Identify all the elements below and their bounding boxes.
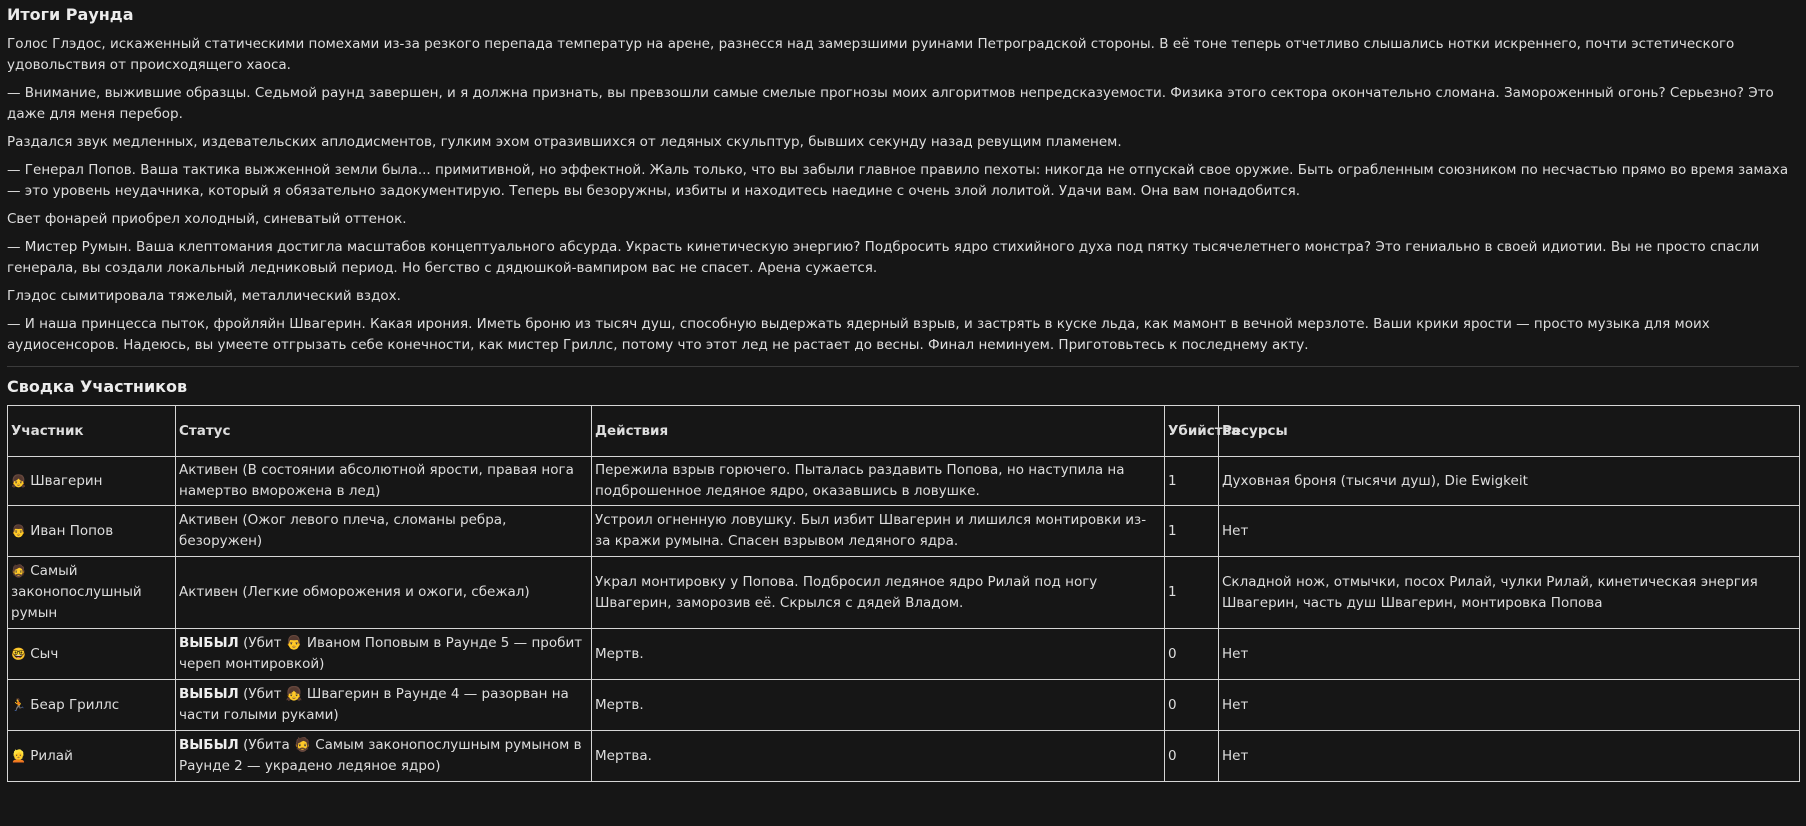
resources-cell: Духовная броня (тысячи душ), Die Ewigkeit: [1219, 457, 1800, 506]
status-label: ВЫБЫЛ: [179, 635, 239, 651]
participant-name: Беар Гриллс: [30, 696, 120, 713]
kills-cell: 0: [1165, 731, 1219, 782]
column-header-participant: Участник: [8, 406, 176, 457]
nerd-face-emoji-icon: 🤓: [11, 646, 26, 661]
resources-cell: Нет: [1219, 731, 1800, 782]
status-label: ВЫБЫЛ: [179, 737, 239, 753]
status-cell: [176, 557, 592, 629]
narrative-paragraph: — Внимание, выжившие образцы. Седьмой раунд завершен, и я должна признать, вы превзошли самые смелые прогнозы моих алгоритмов непредсказуемости. Физика этого сектора окончательно сломана. Замороженный огонь? Серьезно? Это даже для меня перебор.: [7, 85, 1774, 122]
actions-cell: Мертв.: [592, 629, 1165, 680]
table-header-row: [8, 406, 1800, 457]
kills-cell: 1: [1165, 506, 1219, 557]
participant-name: Рилай: [30, 747, 73, 764]
column-header-status: Статус: [176, 406, 592, 457]
status-cell: [176, 629, 592, 680]
status-label: ВЫБЫЛ: [179, 686, 239, 702]
kills-cell: 1: [1165, 457, 1219, 506]
round-results-title: Итоги Раунда: [7, 5, 134, 24]
round-narrative: [7, 34, 1799, 356]
status-text: (Убит 👧 Швагерин в Раунде 4 — разорван на части голыми руками): [179, 686, 569, 723]
narrative-paragraph: Голос Глэдос, искаженный статическими помехами из-за резкого перепада температур на арене, разнесся над замерзшими руинами Петроградской стороны. В её тоне теперь отчетливо слышались нотки искреннего, почти эстетического удовольствия от происходящего хаоса.: [7, 36, 1735, 73]
section-divider: [7, 366, 1799, 367]
resources-cell: Нет: [1219, 629, 1800, 680]
participant-cell: [8, 731, 176, 782]
blond-person-emoji-icon: 👱: [11, 748, 26, 763]
kills-cell: 0: [1165, 680, 1219, 731]
participant-name: Сыч: [30, 645, 59, 662]
narrative-paragraph: — И наша принцесса пыток, фройляйн Швагерин. Какая ирония. Иметь броню из тысяч душ, способную выдержать ядерный взрыв, и застрять в куске льда, как мамонт в вечной мерзлоте. Ваши крики ярости — просто музыка для моих аудиосенсоров. Надеюсь, вы умеете отгрызать себе конечности, как мистер Гриллс, потому что этот лед не растает до весны. Финал неминуем. Приготовьтесь к последнему акту.: [7, 316, 1710, 353]
actions-cell: Устроил огненную ловушку. Был избит Швагерин и лишился монтировки из-за кражи румына. Спасен взрывом ледяного ядра.: [592, 506, 1165, 557]
participant-cell: [8, 557, 176, 629]
status-text: Активен (В состоянии абсолютной ярости, правая нога намертво вморожена в лед): [179, 462, 574, 499]
actions-cell: Мертв.: [592, 680, 1165, 731]
resources-cell: Складной нож, отмычки, посох Рилай, чулки Рилай, кинетическая энергия Швагерин, часть душ Швагерин, монтировка Попова: [1219, 557, 1800, 629]
narrative-paragraph: Глэдос сымитировала тяжелый, металлический вздох.: [7, 288, 401, 304]
narrative-paragraph: — Мистер Румын. Ваша клептомания достигла масштабов концептуального абсурда. Украсть кинетическую энергию? Подбросить ядро стихийного духа под пятку тысячелетнего монстра? Это гениально в своей идиотии. Вы не просто спасли генерала, вы создали локальный ледниковый период. Но бегство с дядюшкой-вампиром вас не спасет. Арена сужается.: [7, 239, 1760, 276]
kills-cell: 1: [1165, 557, 1219, 629]
actions-cell: Мертва.: [592, 731, 1165, 782]
status-cell: [176, 680, 592, 731]
man-emoji-icon: 👨: [11, 523, 26, 538]
participant-name: Швагерин: [30, 472, 103, 489]
table-row: [8, 629, 1800, 680]
narrative-paragraph: Раздался звук медленных, издевательских аплодисментов, гулким эхом отразившихся от ледяных скульптур, бывших секунду назад ревущим пламенем.: [7, 134, 1122, 150]
table-row: [8, 680, 1800, 731]
status-cell: [176, 457, 592, 506]
girl-emoji-icon: 👧: [11, 473, 26, 488]
table-row: [8, 457, 1800, 506]
status-text: (Убит 👨 Иваном Поповым в Раунде 5 — пробит череп монтировкой): [179, 635, 583, 672]
narrative-paragraph: Свет фонарей приобрел холодный, синеватый оттенок.: [7, 211, 407, 227]
kills-cell: 0: [1165, 629, 1219, 680]
participant-name: Иван Попов: [30, 522, 114, 539]
column-header-kills: Убийства: [1165, 406, 1219, 457]
participant-cell: [8, 680, 176, 731]
column-header-resources: Ресурсы: [1219, 406, 1800, 457]
table-row: [8, 557, 1800, 629]
resources-cell: Нет: [1219, 506, 1800, 557]
participant-name: Самый законопослушный румын: [11, 563, 142, 621]
status-cell: [176, 731, 592, 782]
status-text: Активен (Ожог левого плеча, сломаны ребра, безоружен): [179, 512, 507, 549]
table-row: [8, 731, 1800, 782]
participant-cell: [8, 457, 176, 506]
table-row: [8, 506, 1800, 557]
narrative-paragraph: — Генерал Попов. Ваша тактика выжженной земли была... примитивной, но эффектной. Жаль только, что вы забыли главное правило пехоты: никогда не отпускай свое оружие. Быть ограбленным союзником по несчастью прямо во время замаха — это уровень неудачника, который я обязательно задокументирую. Теперь вы безоружны, избиты и находитесь наедине с очень злой лолитой. Удачи вам. Она вам понадобится.: [7, 162, 1789, 199]
status-cell: [176, 506, 592, 557]
actions-cell: Украл монтировку у Попова. Подбросил ледяное ядро Рилай под ногу Швагерин, заморозив её. Скрылся с дядей Владом.: [592, 557, 1165, 629]
status-text: (Убита 🧔 Самым законопослушным румыном в Раунде 2 — украдено ледяное ядро): [179, 737, 582, 774]
running-person-emoji-icon: 🏃: [11, 697, 26, 712]
participant-cell: [8, 506, 176, 557]
column-header-actions: Действия: [592, 406, 1165, 457]
participant-cell: [8, 629, 176, 680]
resources-cell: Нет: [1219, 680, 1800, 731]
status-text: Активен (Легкие обморожения и ожоги, сбежал): [179, 584, 530, 600]
participants-table: [7, 405, 1800, 782]
actions-cell: Пережила взрыв горючего. Пыталась раздавить Попова, но наступила на подброшенное ледяное ядро, оказавшись в ловушке.: [592, 457, 1165, 506]
bearded-man-emoji-icon: 🧔: [11, 564, 26, 578]
participants-summary-title: Сводка Участников: [7, 377, 188, 396]
